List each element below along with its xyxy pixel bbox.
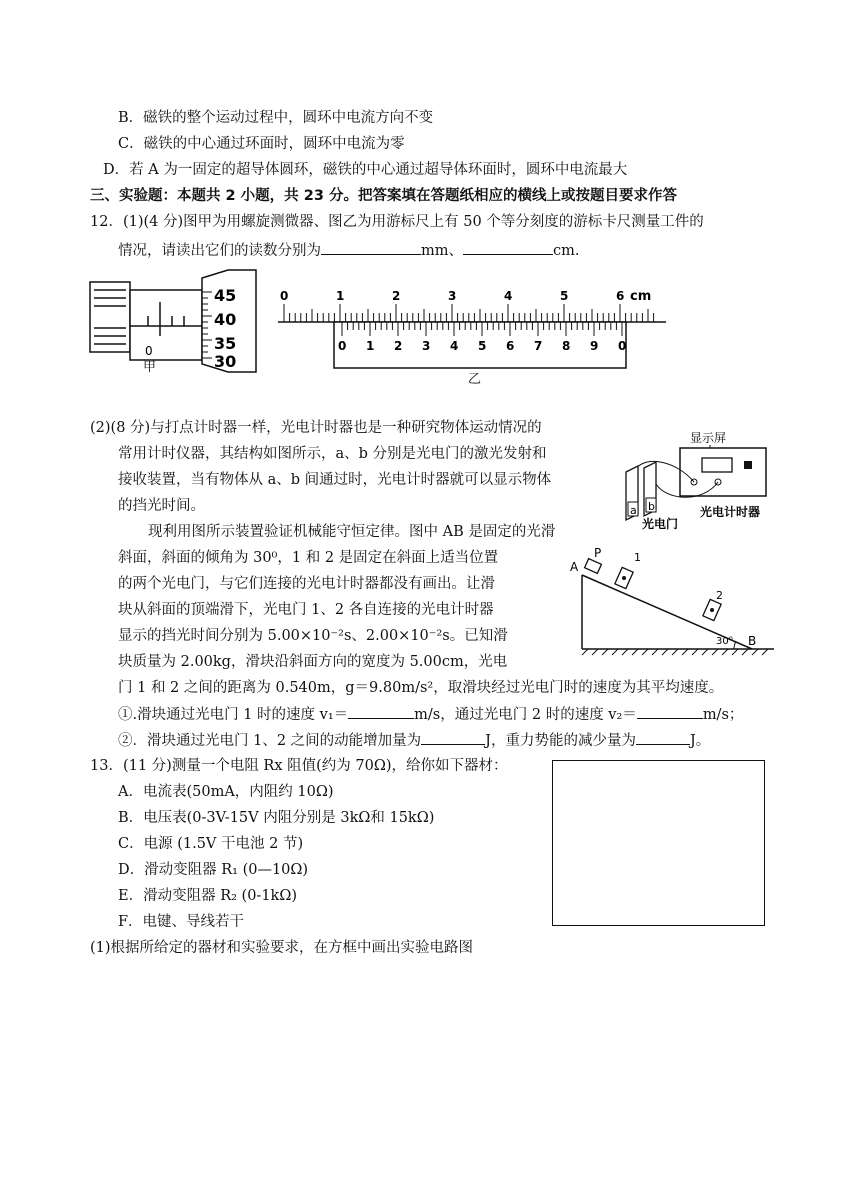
fig-jia-label: 甲: [143, 360, 157, 375]
answer-blank-cm[interactable]: [463, 240, 553, 255]
vernier-scale-label: 7: [534, 339, 543, 353]
q13-intro: 13．(11 分)测量一个电阻 Rx 阻值(约为 70Ω)，给你如下器材：: [90, 758, 508, 774]
q12-part2-line11: 门 1 和 2 之间的距离为 0.540m，g＝9.80m/s²，取滑块经过光电门时的速度为其平均速度。: [118, 680, 724, 696]
point-a-label: A: [570, 560, 579, 574]
vernier-scale-label: 6: [506, 339, 515, 353]
q13-item-c: C．电源 (1.5V 干电池 2 节): [118, 836, 304, 852]
section-heading: 三、实验题：本题共 2 小题，共 23 分。把答案填在答题纸相应的横线上或按题目要求作答: [90, 188, 677, 204]
q12-part1-text: 情况，请读出它们的读数分别为: [118, 243, 321, 259]
answer-blank-v2[interactable]: [637, 704, 703, 719]
answer-blank-mm[interactable]: [321, 240, 421, 255]
slider-p-label: P: [594, 546, 602, 560]
q12-part2-line7: 的两个光电门，与它们连接的光电计时器都没有画出。让滑: [118, 576, 495, 592]
vernier-scale-label: 2: [394, 339, 403, 353]
micrometer-tick-30: 30: [214, 352, 237, 371]
q12-energy-question: [118, 730, 710, 751]
main-scale-label: 6: [616, 289, 625, 303]
vernier-scale-label: 1: [366, 339, 375, 353]
v-unit-text: m/s；: [702, 707, 744, 723]
timer-label: 光电计时器: [700, 505, 761, 519]
answer-blank-ek[interactable]: [421, 730, 485, 745]
q12-part2-line4: 的挡光时间。: [118, 498, 205, 514]
q12-part2-line10: 块质量为 2.00kg，滑块沿斜面方向的宽度为 5.00cm，光电: [118, 654, 508, 670]
answer-blank-v1[interactable]: [348, 704, 414, 719]
vernier-scale-label: 3: [422, 339, 431, 353]
unit-cm: cm.: [553, 243, 580, 259]
incline-figure: [566, 545, 781, 660]
micrometer-tick-35: 35: [214, 334, 237, 353]
main-scale-label: 4: [504, 289, 513, 303]
q12-part2-line2: 常用计时仪器，其结构如图所示，a、b 分别是光电门的激光发射和: [118, 446, 547, 462]
vernier-scale-label: 9: [590, 339, 599, 353]
screen-label: 显示屏: [690, 431, 727, 445]
q12-part2-line8: 块从斜面的顶端滑下，光电门 1、2 各自连接的光电计时器: [118, 602, 494, 618]
gate-label: 光电门: [642, 517, 679, 531]
ep-unit-text: J。: [689, 733, 711, 749]
main-scale-label: 0: [280, 289, 289, 303]
q13-part1: (1)根据所给定的器材和实验要求，在方框中画出实验电路图: [90, 940, 474, 956]
gate-a-label: a: [630, 504, 637, 517]
v2-text: m/s，通过光电门 2 时的速度 v₂＝: [414, 707, 637, 723]
photogate-timer-figure: [612, 428, 782, 532]
vernier-scale-label: 0: [338, 339, 347, 353]
micrometer-figure: [88, 268, 263, 380]
q12-part2-line9: 显示的挡光时间分别为 5.00×10⁻²s、2.00×10⁻²s。已知滑: [118, 628, 508, 644]
angle-label: 30⁰: [716, 636, 733, 647]
caliper-unit: cm: [630, 289, 652, 304]
vernier-scale-label: 4: [450, 339, 459, 353]
micrometer-tick-45: 45: [214, 286, 237, 305]
gate-b-label: b: [648, 500, 655, 513]
option-d: D．若 A 为一固定的超导体圆环，磁铁的中心通过超导体环面时，圆环中电流最大: [103, 162, 628, 178]
ep-text: J，重力势能的减少量为: [485, 733, 636, 749]
q13-item-e: E．滑动变阻器 R₂ (0-1kΩ): [118, 888, 298, 904]
answer-blank-ep[interactable]: [636, 730, 690, 745]
main-scale-label: 3: [448, 289, 457, 303]
v1-text: ①.滑块通过光电门 1 时的速度 v₁＝: [118, 707, 349, 723]
micrometer-tick-40: 40: [214, 310, 237, 329]
gate-2-label: 2: [716, 589, 723, 602]
q12-velocity-question: [118, 704, 743, 725]
vernier-scale-label: 5: [478, 339, 487, 353]
vernier-scale-label: 8: [562, 339, 571, 353]
option-b: B．磁铁的整个运动过程中，圆环中电流方向不变: [118, 110, 434, 126]
point-b-label: B: [748, 634, 757, 648]
caliper-figure: [278, 282, 668, 387]
main-scale-label: 2: [392, 289, 401, 303]
q12-part1-line2: [118, 240, 579, 261]
q12-part2-line5: 现利用图所示装置验证机械能守恒定律。图中 AB 是固定的光滑: [148, 524, 556, 540]
unit-mm: mm、: [421, 243, 463, 259]
q13-item-d: D．滑动变阻器 R₁ (0—10Ω): [118, 862, 309, 878]
option-c: C．磁铁的中心通过环面时，圆环中电流为零: [118, 136, 405, 152]
q13-item-b: B．电压表(0-3V-15V 内阻分别是 3kΩ和 15kΩ): [118, 810, 435, 826]
q13-item-f: F．电键、导线若干: [118, 914, 245, 930]
micrometer-zero: 0: [145, 344, 153, 358]
ek-text: ②．滑块通过光电门 1、2 之间的动能增加量为: [118, 733, 422, 749]
main-scale-label: 5: [560, 289, 569, 303]
q12-part1-line1: 12．(1)(4 分)图甲为用螺旋测微器、图乙为用游标尺上有 50 个等分刻度的游标卡尺测量工件的: [90, 214, 704, 230]
q12-part2-line1: (2)(8 分)与打点计时器一样，光电计时器也是一种研究物体运动情况的: [90, 420, 542, 436]
gate-1-label: 1: [634, 551, 641, 564]
q12-part2-line6: 斜面，斜面的倾角为 30⁰，1 和 2 是固定在斜面上适当位置: [118, 550, 499, 566]
main-scale-label: 1: [336, 289, 345, 303]
q13-item-a: A．电流表(50mA，内阻约 10Ω): [118, 784, 334, 800]
vernier-scale-label: 0: [618, 339, 627, 353]
q12-part2-line3: 接收装置，当有物体从 a、b 间通过时，光电计时器就可以显示物体: [118, 472, 552, 488]
fig-yi-label: 乙: [468, 372, 482, 387]
circuit-drawing-box[interactable]: [552, 760, 765, 926]
